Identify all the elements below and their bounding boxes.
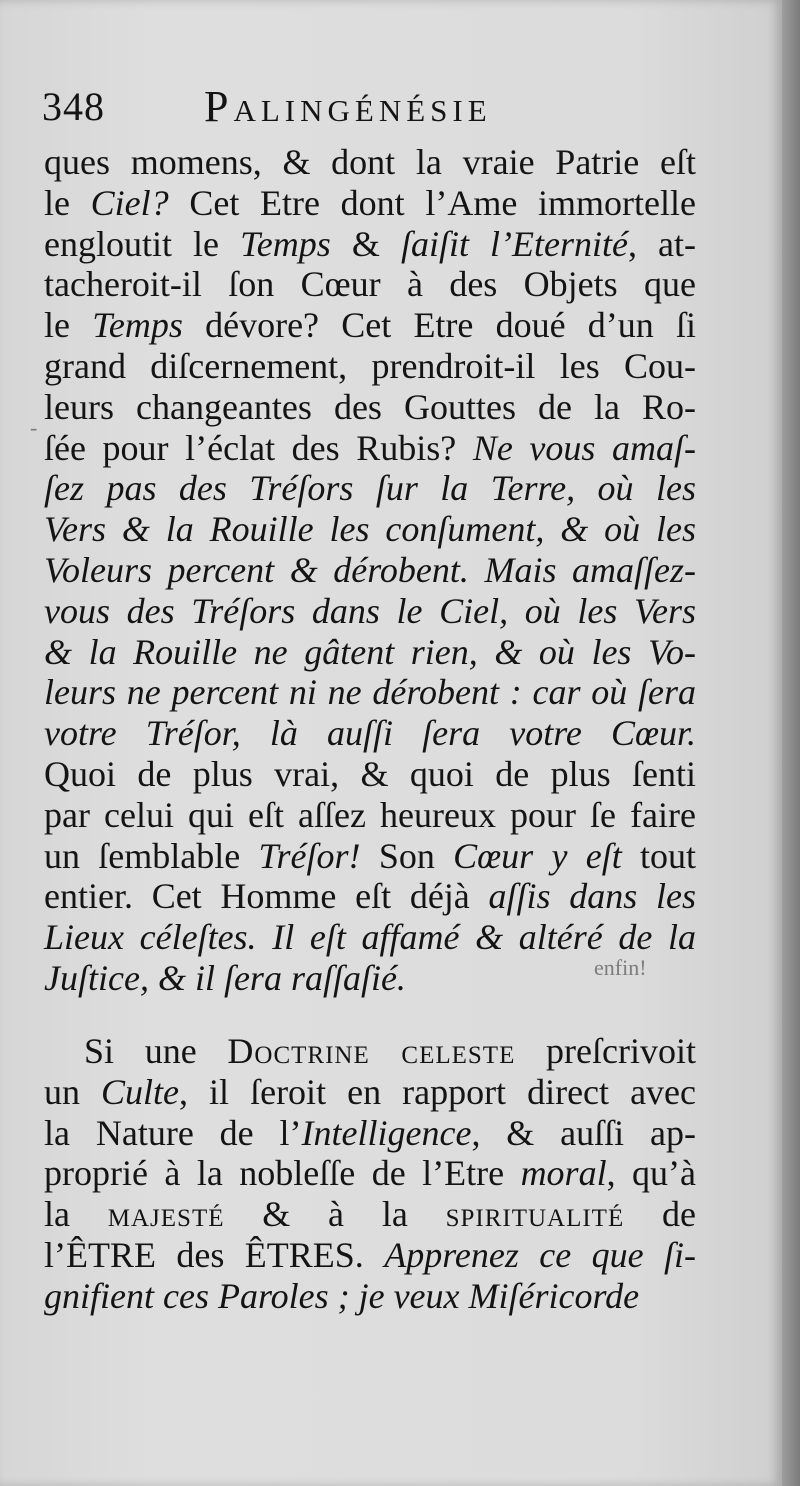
text-line — [44, 468, 696, 509]
italic-run: votre Tréſor, là auſſi ſera votre Cœur. — [44, 713, 696, 754]
text-run: , il ſeroit en rapport direct avec — [179, 1071, 697, 1112]
italic-run: Temps — [240, 223, 331, 264]
text-line — [44, 672, 696, 713]
text-run: , & auſſi ap- — [471, 1112, 697, 1153]
italic-run: Juſtice, & il ſera raſſaſié. — [44, 957, 406, 998]
text-line — [44, 550, 696, 591]
text-line — [44, 509, 696, 550]
small-caps-run: Doctrine celeste — [227, 1031, 516, 1071]
text-line — [44, 876, 696, 917]
text-line — [44, 591, 696, 632]
italic-run: Culte — [101, 1071, 180, 1112]
text-run: tacheroit-il ſon Cœur à des Objets que — [44, 264, 696, 305]
page-header — [42, 82, 742, 132]
text-run: & à la — [224, 1194, 446, 1235]
text-run: Cet Etre dont l’Ame immortelle — [168, 182, 696, 223]
text-line — [44, 1072, 696, 1113]
italic-run: Temps — [92, 305, 183, 346]
text-line — [44, 795, 696, 836]
text-line — [44, 754, 696, 795]
text-run: dévore? Cet Etre doué d’un ſi — [182, 305, 696, 346]
text-line — [44, 387, 696, 428]
italic-run: Lieux céleſtes. Il eſt affamé & altéré de la — [44, 917, 696, 958]
text-run: par celui qui eſt aſſez heureux pour ſe faire — [44, 794, 696, 835]
text-run: , at- — [627, 223, 696, 264]
text-run: proprié à la nobleſſe de l’Etre — [44, 1153, 521, 1194]
italic-run: Apprenez ce que ſi- — [384, 1234, 696, 1275]
text-run: le — [44, 305, 93, 346]
text-line — [44, 713, 696, 754]
italic-run: vous des Tréſors dans le Ciel, où les Vers — [44, 590, 696, 631]
text-run: , qu’à — [606, 1153, 697, 1194]
bleed-through-text: enfin! — [594, 955, 647, 980]
text-run: le — [44, 182, 91, 223]
text-line — [44, 1194, 696, 1235]
text-line — [44, 142, 696, 183]
text-line — [44, 305, 696, 346]
italic-run: aſſis dans les — [488, 876, 696, 917]
paragraph-1 — [44, 142, 696, 999]
text-line — [44, 836, 696, 877]
text-run: l’ÊTRE des ÊTRES. — [44, 1234, 385, 1275]
text-line — [44, 1031, 696, 1072]
italic-run: Voleurs percent & dérobent. Mais amaſſez- — [44, 549, 696, 590]
text-run: ſée pour l’éclat des Rubis? — [44, 427, 473, 468]
text-line — [44, 1276, 696, 1317]
running-title: Palingénésie — [204, 82, 492, 131]
small-caps-run: spiritualité — [445, 1194, 625, 1235]
text-line — [44, 917, 696, 958]
paragraph-2 — [44, 1031, 696, 1317]
text-line — [44, 1113, 696, 1154]
text-run: Si une — [84, 1031, 228, 1071]
italic-run: moral — [520, 1153, 607, 1194]
text-run: de — [624, 1194, 696, 1235]
italic-run: gnifient ces Paroles ; je veux Miſéricorde — [44, 1275, 640, 1316]
small-caps-run: majesté — [107, 1194, 225, 1235]
text-run: Son — [360, 835, 454, 876]
italic-run: Ciel? — [90, 182, 169, 223]
text-run: entier. Cet Homme eſt déjà — [44, 876, 489, 917]
italic-run: Vers & la Rouille les conſument, & où les — [44, 509, 696, 550]
text-run: un — [44, 1071, 102, 1112]
italic-run: Intelligence — [301, 1112, 472, 1153]
text-run: la Nature de l’ — [44, 1112, 302, 1153]
text-line — [44, 224, 696, 265]
margin-dash: - — [30, 415, 38, 440]
text-line — [44, 1153, 696, 1194]
text-run: preſcrivoit — [515, 1031, 696, 1071]
text-run: Quoi de plus vrai, & quoi de plus ſenti — [44, 753, 696, 794]
text-run: un ſemblable — [44, 835, 259, 876]
text-line — [44, 1235, 696, 1276]
book-spine-shadow — [782, 0, 800, 1486]
text-run: & — [330, 223, 401, 264]
italic-run: ſez pas des Tréſors ſur la Terre, où les — [44, 468, 696, 509]
text-line — [44, 346, 696, 387]
italic-run: ſaiſit l’Eternité — [400, 223, 628, 264]
text-run: grand diſcernement, prendroit-il les Cou- — [44, 345, 696, 386]
text-line — [44, 428, 696, 469]
text-line — [44, 183, 696, 224]
italic-run: Cœur y eſt — [453, 835, 622, 876]
italic-run: leurs ne percent ni ne dérobent : car où ſera — [44, 672, 696, 713]
italic-run: & la Rouille ne gâtent rien, & où les Vo- — [44, 631, 696, 672]
italic-run: Tréſor! — [258, 835, 361, 876]
text-line — [44, 264, 696, 305]
text-run: leurs changeantes des Gouttes de la Ro- — [44, 386, 696, 427]
text-run: tout — [621, 835, 696, 876]
text-line — [44, 632, 696, 673]
text-run: engloutit le — [44, 223, 241, 264]
italic-run: Ne vous amaſ- — [472, 427, 696, 468]
text-run: la — [44, 1194, 108, 1235]
text-run: ques momens, & dont la vraie Patrie eſt — [44, 142, 696, 182]
page-number: 348 — [42, 84, 105, 129]
